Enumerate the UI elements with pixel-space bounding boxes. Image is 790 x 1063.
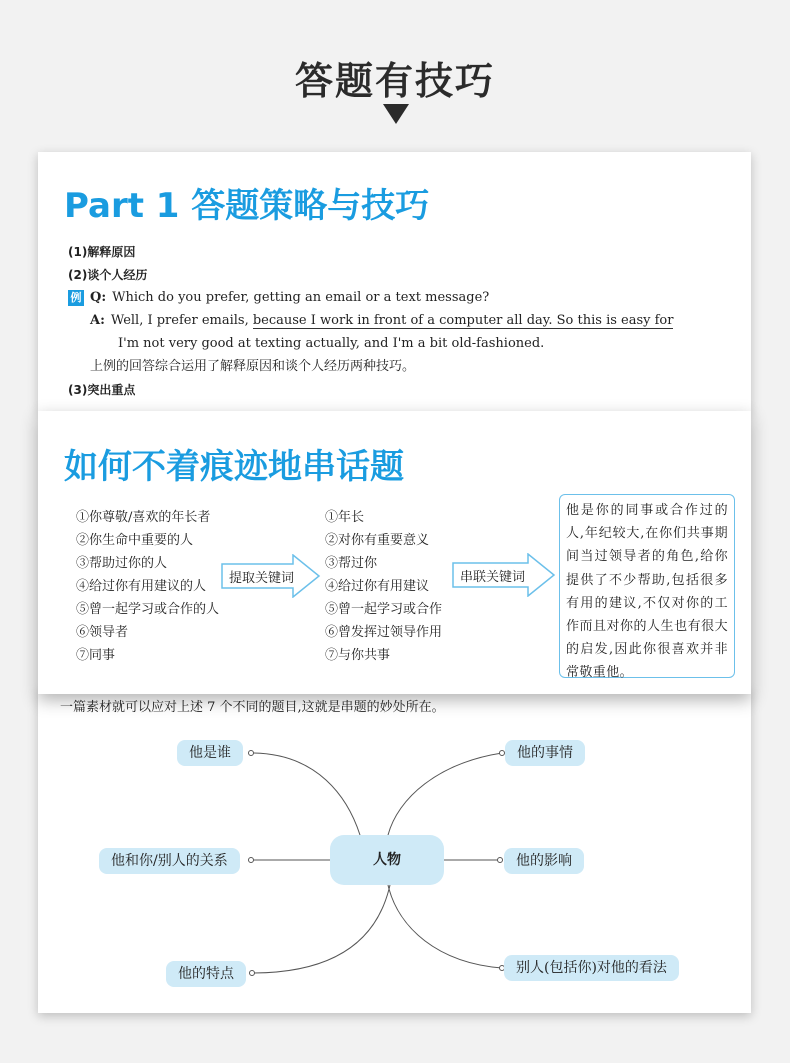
connector-traits [252, 885, 390, 973]
connector-events [388, 753, 502, 835]
part1-title: Part 1 答题策略与技巧 [64, 186, 430, 226]
link-keywords-label: 串联关键词 [460, 570, 526, 585]
answer-line-2: I'm not very good at texting actually, and I'm a bit old-fashioned. [118, 336, 545, 351]
keyword-item: ④给过你有用建议 [325, 579, 430, 594]
keyword-item: ⑤曾一起学习或合作 [325, 602, 443, 617]
connector-dot [249, 751, 254, 756]
topic-item: ①你尊敬/喜欢的年长者 [76, 510, 211, 525]
branch-relationship: 他和你/别人的关系 [99, 848, 240, 874]
branch-traits: 他的特点 [166, 961, 246, 987]
q-label: Q: [90, 290, 107, 305]
connector-dot [249, 858, 254, 863]
down-arrow-icon [383, 104, 409, 124]
keyword-list [325, 506, 442, 667]
branch-others-views: 别人(包括你)对他的看法 [504, 955, 679, 981]
branch-events: 他的事情 [505, 740, 585, 766]
extract-keywords-label: 提取关键词 [229, 571, 295, 586]
topic-item: ⑤曾一起学习或合作的人 [76, 602, 220, 617]
mindmap-intro: 一篇素材就可以应对上述 7 个不同的题目,这就是串题的妙处所在。 [60, 700, 445, 715]
a-label: A: [90, 313, 105, 328]
topic-item: ④给过你有用建议的人 [76, 579, 207, 594]
keyword-item: ③帮过你 [325, 556, 378, 571]
keyword-item: ②对你有重要意义 [325, 533, 430, 548]
connector-who [251, 753, 360, 835]
topic-item: ②你生命中重要的人 [76, 533, 194, 548]
page-title: 答题有技巧 [294, 59, 495, 103]
mindmap-center-node: 人物 [330, 835, 444, 885]
topic-item: ③帮助过你的人 [76, 556, 168, 571]
tip-personal-experience: (2)谈个人经历 [68, 268, 148, 282]
tip-highlight: (3)突出重点 [68, 383, 136, 397]
question-text: Which do you prefer, getting an email or a text message? [112, 290, 490, 305]
mindmap-card [38, 688, 751, 1013]
answer-underlined: because I work in front of a computer all day. So this is easy for [252, 313, 674, 328]
keyword-item: ①年长 [325, 510, 365, 525]
example-badge: 例 [68, 290, 84, 306]
topic-linking-title: 如何不着痕迹地串话题 [64, 447, 404, 487]
example-answer [90, 312, 673, 330]
example-comment: 上例的回答综合运用了解释原因和谈个人经历两种技巧。 [90, 359, 416, 374]
connector-dot [498, 858, 503, 863]
topic-item: ⑦同事 [76, 648, 116, 663]
branch-who: 他是谁 [177, 740, 243, 766]
connector-views [388, 885, 502, 968]
connector-dot [250, 971, 255, 976]
answer-start: Well, I prefer emails, [110, 313, 253, 328]
strategy-card [38, 152, 751, 414]
example-question [68, 289, 489, 307]
summary-box: 他是你的同事或合作过的人,年纪较大,在你们共事期间当过领导者的角色,给你提供了不少帮助,包括很多有用的建议,不仅对你的工作而且对你的人生也有很大的启发,因此你很喜欢并非常敬重他。 [559, 494, 735, 678]
topic-list [76, 506, 219, 667]
extract-keywords-arrow [221, 554, 321, 598]
branch-influence: 他的影响 [504, 848, 584, 874]
connector-dot [500, 751, 505, 756]
topic-linking-card [38, 411, 751, 694]
tip-explain-reason: (1)解释原因 [68, 245, 136, 259]
link-keywords-arrow [452, 553, 556, 597]
topic-item: ⑥领导者 [76, 625, 129, 640]
keyword-item: ⑥曾发挥过领导作用 [325, 625, 443, 640]
keyword-item: ⑦与你共事 [325, 648, 391, 663]
